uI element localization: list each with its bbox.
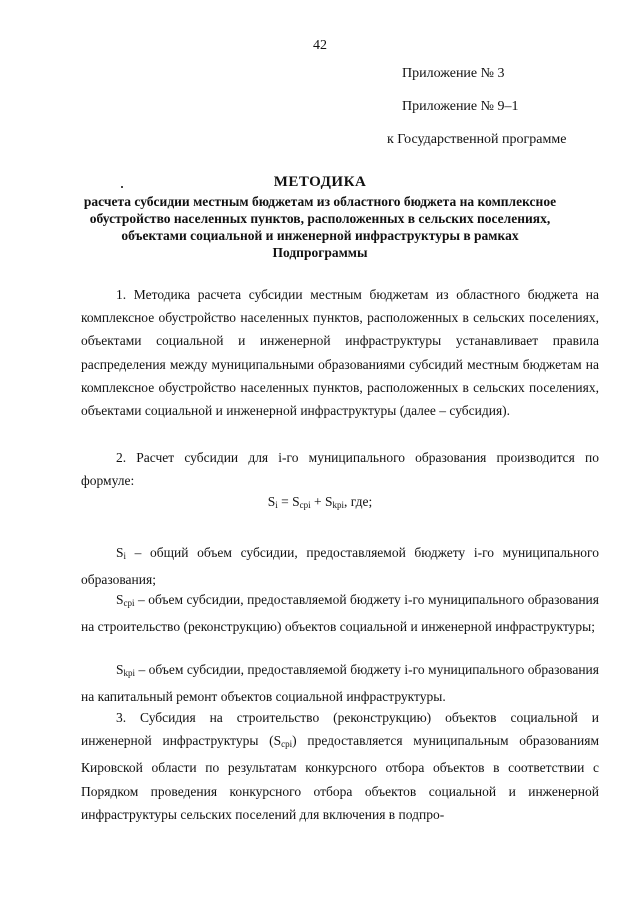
paragraph-1: 1. Методика расчета субсидии местным бюджетам из областного бюджета на комплексное обустройство населенных пунктов, расположенных в сельских поселениях, объектами социальной и инженерной инфраструктуры устанавливает правила распределения между муниципальными образованиями субсидий местным бюджетам на комплексное обустройство населенных пунктов, расположенных в сельских поселениях, объектами социальной и инженерной инфраструктуры (далее – субсидия). — [81, 287, 599, 419]
appendix-line-2: Приложение № 9–1 — [402, 99, 519, 114]
definition-scpi-symbol: S — [116, 592, 124, 607]
definition-scpi-text: – объем субсидии, предоставляемой бюджету i-го муниципального образования на строительство (реконструкцию) объектов социальной и инженерной инфраструктуры; — [81, 592, 599, 635]
definition-scpi — [81, 588, 599, 638]
definition-skpi — [81, 658, 599, 708]
formula-eq: = S — [277, 494, 300, 509]
document-title: МЕТОДИКА — [273, 174, 367, 190]
paragraph-3 — [81, 706, 599, 826]
formula — [0, 494, 640, 510]
page-number: 42 — [313, 38, 327, 53]
definition-scpi-sub: cpi — [123, 598, 135, 608]
definition-si — [81, 541, 599, 591]
definition-skpi-sub: kpi — [123, 668, 136, 678]
appendix-line-1: Приложение № 3 — [402, 66, 505, 81]
appendix-line-3: к Государственной программе — [387, 132, 567, 147]
definition-si-sub: i — [123, 551, 127, 561]
paragraph-2: 2. Расчет субсидии для i-го муниципального образования производится по формуле: — [81, 450, 599, 489]
definition-skpi-symbol: S — [116, 662, 124, 677]
formula-tail: , где; — [344, 494, 373, 509]
definition-skpi-text: – объем субсидии, предоставляемой бюджету i-го муниципального образования на капитальный ремонт объектов социальной инфраструктуры. — [81, 662, 599, 705]
paragraph-3-before: 3. Субсидия на строительство (реконструкцию) объектов социальной и инженерной инфраструктуры (S — [81, 710, 599, 749]
document-subtitle: расчета субсидии местным бюджетам из областного бюджета на комплексное обустройство населенных пунктов, расположенных в сельских поселениях, объектами социальной и инженерной инфраструктуры в рамках Подпрограммы — [83, 194, 557, 260]
formula-plus: + S — [310, 494, 333, 509]
paragraph-3-after: ) предоставляется муниципальным образованиям Кировской области по результатам конкурсного отбора объектов в соответствии с Порядком проведения конкурсного отбора объектов социальной и инженерной инфраструктуры сельских поселений для включения в подпро- — [81, 733, 599, 822]
formula-lhs: S — [267, 494, 276, 509]
paragraph-3-sub: cpi — [281, 739, 293, 750]
formula-term1-sub: cpi — [299, 500, 311, 510]
formula-lhs-sub: i — [275, 500, 278, 510]
definition-si-symbol: S — [116, 545, 124, 560]
formula-term2-sub: kpi — [332, 500, 345, 510]
definition-si-text: – общий объем субсидии, предоставляемой бюджету i-го муниципального образования; — [81, 545, 599, 588]
